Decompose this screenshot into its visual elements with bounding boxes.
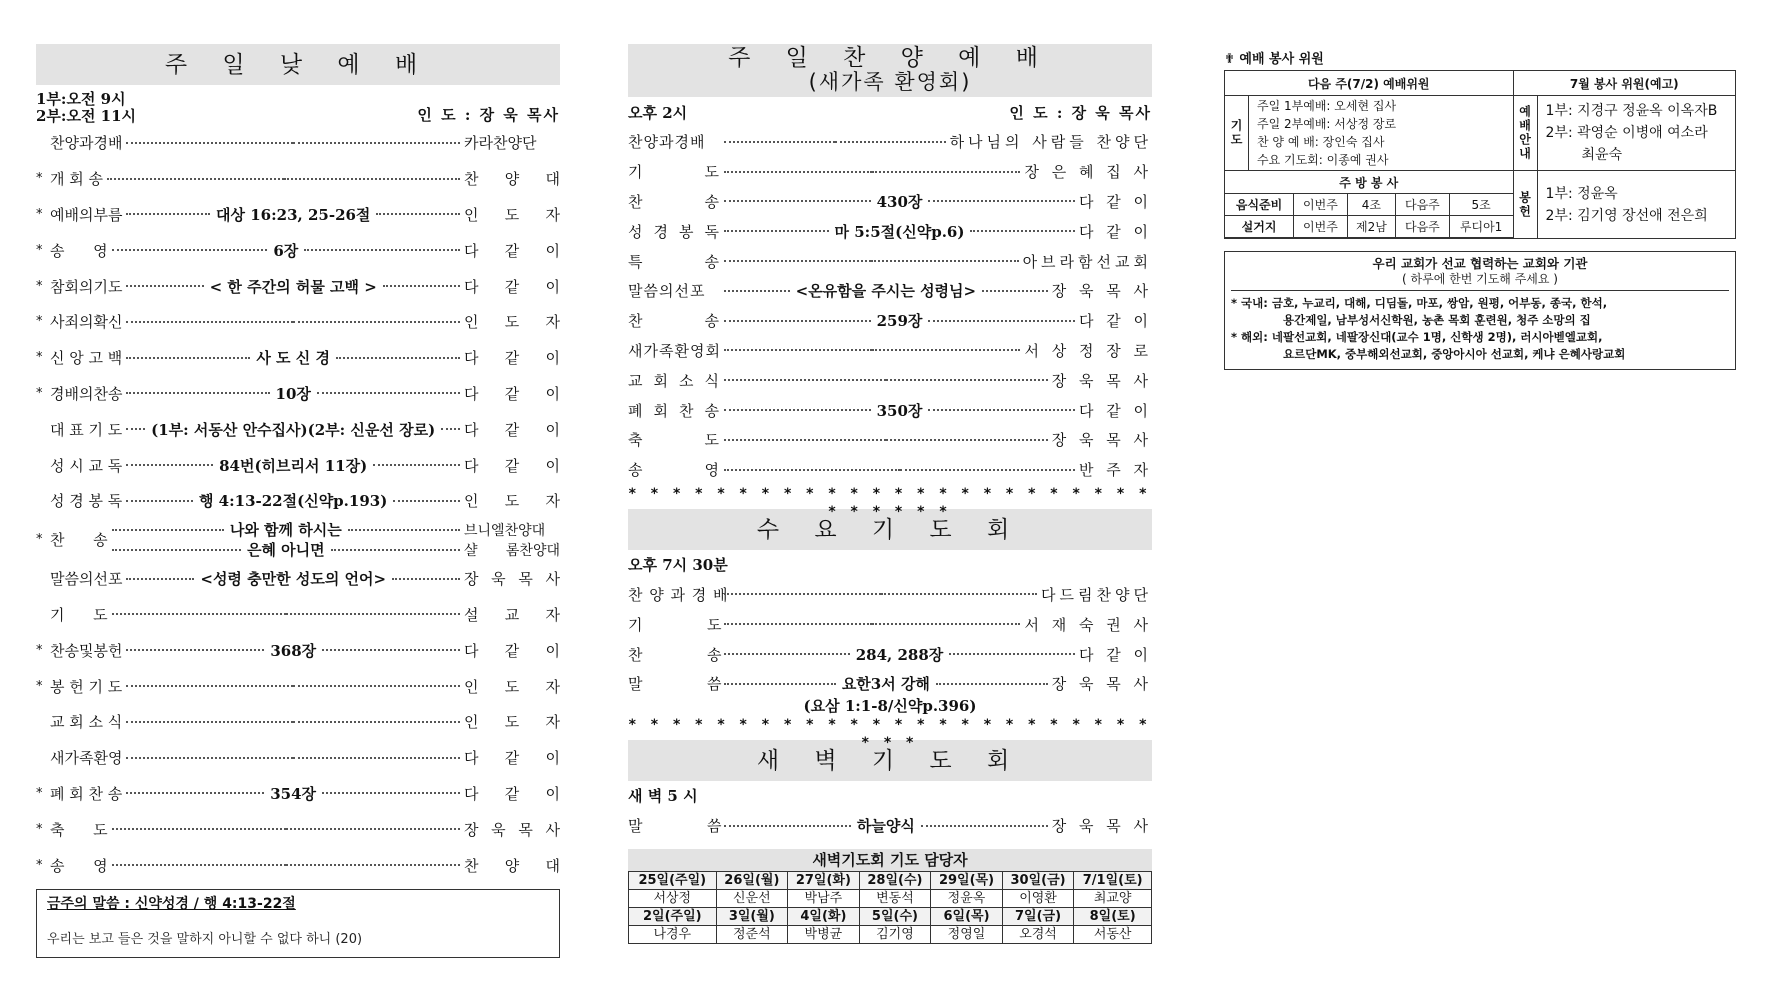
dawn-duty-table bbox=[628, 871, 1152, 944]
dot-leader bbox=[126, 204, 460, 225]
order-name: 봉 헌 기 도 bbox=[50, 677, 123, 696]
duty-name: 변동석 bbox=[859, 889, 931, 907]
sunday-order-list-2 bbox=[36, 561, 560, 883]
meal-prep-row bbox=[1225, 194, 1513, 216]
order-content: (1부: 서동산 안수집사)(2부: 신운선 장로) bbox=[151, 420, 436, 439]
dot-leader bbox=[126, 455, 460, 476]
order-leader: 다 같 이 bbox=[464, 277, 560, 296]
order-content: 대상 16:23, 25-26절 bbox=[216, 205, 371, 224]
order-name: 특 송 bbox=[628, 252, 720, 271]
order-name: 성 경 봉 독 bbox=[628, 222, 720, 241]
praise-service-header bbox=[628, 44, 1152, 97]
order-item bbox=[36, 197, 560, 233]
required-star: * bbox=[36, 821, 43, 837]
order-item bbox=[36, 561, 560, 597]
kitchen-cell: 설거지 bbox=[1225, 216, 1294, 238]
dawn-order-list bbox=[628, 811, 1152, 841]
dishwashing-row bbox=[1225, 216, 1513, 238]
dot-leader bbox=[112, 828, 460, 830]
offering-list: 1부: 정윤옥 2부: 김기영 장선애 전은희 bbox=[1537, 171, 1735, 239]
order-item bbox=[628, 639, 1152, 669]
kitchen-cell: 이번주 bbox=[1294, 216, 1348, 238]
order-content: 350장 bbox=[876, 401, 923, 420]
duty-day: 26일(월) bbox=[716, 871, 788, 889]
required-star: * bbox=[36, 642, 43, 658]
order-item bbox=[628, 187, 1152, 217]
duty-name: 김기영 bbox=[859, 925, 931, 943]
praise-order-list bbox=[628, 127, 1152, 485]
order-leader: 다 같 이 bbox=[1078, 192, 1152, 211]
order-name: 찬 송 bbox=[628, 645, 723, 664]
mission-title: 우리 교회가 선교 협력하는 교회와 기관 bbox=[1372, 256, 1588, 271]
dot-leader bbox=[724, 310, 1075, 331]
order-content: 284, 288장 bbox=[855, 645, 944, 664]
order-item bbox=[36, 704, 560, 740]
required-star: * bbox=[36, 314, 43, 330]
order-name: 찬 양 과 경 배 bbox=[628, 585, 729, 604]
order-leader: 인 도 자 bbox=[464, 677, 560, 696]
guide-list: 1부: 지경구 정윤옥 이옥자B 2부: 곽영순 이병애 여소라 최윤숙 bbox=[1537, 96, 1735, 171]
order-name: 기 도 bbox=[50, 605, 108, 624]
order-leader: 다 같 이 bbox=[464, 456, 560, 475]
order-name: 말 씀 bbox=[628, 675, 723, 694]
duty-name: 정영일 bbox=[931, 925, 1003, 943]
dot-leader bbox=[126, 568, 460, 589]
mission-subtitle: ( 하루에 한번 기도해 주세요 ) bbox=[1231, 272, 1729, 291]
required-star: * bbox=[36, 785, 43, 801]
order-item bbox=[628, 811, 1152, 841]
kitchen-header: 주 방 봉 사 bbox=[1225, 171, 1513, 194]
duty-name: 서동산 bbox=[1074, 925, 1152, 943]
order-leader: 반 주 자 bbox=[1078, 461, 1152, 480]
praise-service-subtitle: (새가족 환영회) bbox=[808, 70, 972, 94]
order-name: 기 도 bbox=[628, 163, 720, 182]
first-service-time: 1부:오전 9시 bbox=[36, 90, 126, 108]
duty-day: 8일(토) bbox=[1074, 907, 1152, 925]
order-content: 요한3서 강해 bbox=[841, 675, 930, 694]
praise-leader: 인 도 : 장 욱 목사 bbox=[1009, 103, 1152, 122]
order-name: 축 도 bbox=[50, 820, 108, 839]
order-content: 430장 bbox=[876, 192, 923, 211]
order-leader: 인 도 자 bbox=[464, 313, 560, 332]
order-name: 신 앙 고 백 bbox=[50, 349, 123, 368]
order-leader: 다 같 이 bbox=[1078, 222, 1152, 241]
mission-overseas: * 해외: 네팔선교회, 네팔장신대(교수 1명, 신학생 2명), 러시아벧엘교회, 요르단MK, 중부해외선교회, 중앙아시아 선교회, 케냐 은혜사랑교회 bbox=[1231, 330, 1626, 361]
week1-names-row bbox=[629, 889, 1152, 907]
mission-domestic: * 국내: 금호, 누교리, 대해, 디딤돌, 마포, 쌍암, 원평, 어부동, 종국, 한석, 용간제일, 남부성서신학원, 농촌 목회 훈련원, 청주 소망의 집 bbox=[1231, 296, 1608, 327]
order-leader: 설 교 자 bbox=[464, 605, 560, 624]
order-item bbox=[36, 304, 560, 340]
order-item bbox=[628, 127, 1152, 157]
volunteer-title: ✟ 예배 봉사 위원 bbox=[1224, 52, 1324, 67]
praise-service-title: 주 일 찬 양 예 배 bbox=[728, 45, 1052, 71]
duty-day: 28일(수) bbox=[859, 871, 931, 889]
order-item bbox=[36, 597, 560, 633]
kitchen-cell: 이번주 bbox=[1294, 194, 1348, 216]
volunteer-table bbox=[1224, 70, 1736, 239]
order-content: 행 4:13-22절(신약p.193) bbox=[198, 492, 388, 511]
order-leader: 다 같 이 bbox=[1078, 312, 1152, 331]
order-leader: 아브라함선교회 bbox=[1022, 252, 1152, 271]
choir-stack bbox=[108, 520, 560, 560]
order-item bbox=[628, 425, 1152, 455]
service-times bbox=[36, 91, 136, 125]
required-star: * bbox=[36, 532, 43, 548]
order-item bbox=[628, 580, 1152, 610]
order-leader: 장 욱 목 사 bbox=[1051, 817, 1152, 836]
dot-leader bbox=[724, 644, 1075, 665]
order-content: 마 5:5절(신약p.6) bbox=[834, 222, 965, 241]
order-leader: 하나님의 사람들 찬양단 bbox=[949, 133, 1152, 152]
duty-day: 7일(금) bbox=[1002, 907, 1074, 925]
order-item bbox=[36, 740, 560, 776]
dot-leader bbox=[126, 419, 460, 440]
order-content: <온유함을 주시는 성령님> bbox=[795, 282, 977, 301]
dot-leader bbox=[112, 864, 460, 866]
dot-leader bbox=[126, 383, 460, 404]
duty-name: 정윤옥 bbox=[931, 889, 1003, 907]
duty-day: 7/1일(토) bbox=[1074, 871, 1152, 889]
dot-leader bbox=[126, 321, 460, 323]
kitchen-cell: 제2남 bbox=[1347, 216, 1395, 238]
dot-leader bbox=[126, 640, 460, 661]
order-item bbox=[36, 632, 560, 668]
duty-name: 서상정 bbox=[629, 889, 717, 907]
dot-leader bbox=[724, 815, 1048, 836]
order-name: 대 표 기 도 bbox=[50, 420, 123, 439]
second-service-time: 2부:오전 11시 bbox=[36, 107, 137, 125]
order-leader: 다 같 이 bbox=[464, 420, 560, 439]
afternoon-column bbox=[628, 44, 1152, 944]
duty-name: 박병균 bbox=[788, 925, 860, 943]
order-leader: 서 재 숙 권 사 bbox=[1024, 615, 1152, 634]
praise-time: 오후 2시 bbox=[628, 103, 688, 122]
order-leader: 다 같 이 bbox=[464, 749, 560, 768]
duty-day: 27일(화) bbox=[788, 871, 860, 889]
praise-info bbox=[628, 97, 1152, 127]
kitchen-cell: 4조 bbox=[1347, 194, 1395, 216]
order-content: < 한 주간의 허물 고백 > bbox=[209, 277, 377, 296]
order-item bbox=[628, 609, 1152, 639]
required-star: * bbox=[36, 678, 43, 694]
sunday-info bbox=[36, 91, 560, 125]
week2-days-row bbox=[629, 907, 1152, 925]
order-item bbox=[36, 340, 560, 376]
next-week-header: 다음 주(7/2) 예배위원 bbox=[1225, 71, 1514, 96]
order-leader: 다 같 이 bbox=[464, 784, 560, 803]
order-name: 축 도 bbox=[628, 431, 720, 450]
order-leader: 장 욱 목 사 bbox=[464, 570, 560, 589]
prayer-list: 주일 1부예배: 오세현 집사 주일 2부예배: 서상정 장로 찬 양 예 배: 장인숙 집사 수요 기도회: 이종예 권사 bbox=[1249, 96, 1514, 171]
order-name: 경배의찬송 bbox=[50, 384, 123, 403]
weekly-verse-title: 금주의 말씀 : 신약성경 / 행 4:13-22절 bbox=[47, 895, 296, 912]
order-content: <성령 충만한 성도의 언어> bbox=[200, 570, 387, 589]
dot-leader bbox=[724, 469, 1075, 471]
dot-leader bbox=[724, 673, 1048, 694]
sunday-leader: 인 도 : 장 욱 목사 bbox=[417, 106, 560, 124]
order-name: 폐 회 찬 송 bbox=[628, 401, 720, 420]
order-leader: 장 욱 목 사 bbox=[464, 820, 560, 839]
dot-leader bbox=[724, 260, 1019, 262]
divider-stars: * * * * * * * * * * * * * * * * * * * * * * * * * * * bbox=[628, 716, 1152, 751]
wednesday-scripture-ref: (요삼 1:1-8/신약p.396) bbox=[803, 696, 977, 715]
duty-name: 최교양 bbox=[1074, 889, 1152, 907]
dawn-title: 새 벽 기 도 회 bbox=[628, 740, 1152, 781]
choir-anthem-line-2: 은혜 아니면 bbox=[246, 541, 325, 560]
order-name: 새가족환영 bbox=[50, 749, 123, 768]
order-name: 개 회 송 bbox=[50, 170, 104, 189]
dot-leader bbox=[724, 379, 1048, 381]
order-item bbox=[628, 365, 1152, 395]
required-star: * bbox=[36, 171, 43, 187]
order-name: 송 영 bbox=[50, 856, 108, 875]
duty-name: 오경석 bbox=[1002, 925, 1074, 943]
order-name: 말씀의선포 bbox=[50, 570, 123, 589]
order-name: 새가족환영회 bbox=[628, 341, 721, 360]
duty-name: 이영환 bbox=[1002, 889, 1074, 907]
kitchen-service bbox=[1225, 171, 1514, 239]
order-content: 259장 bbox=[876, 312, 923, 331]
mission-box bbox=[1224, 251, 1736, 370]
order-item bbox=[628, 157, 1152, 187]
order-leader: 장 욱 목 사 bbox=[1051, 431, 1152, 450]
kitchen-cell: 음식준비 bbox=[1225, 194, 1294, 216]
order-item bbox=[36, 811, 560, 847]
order-content: 84번(히브리서 11장) bbox=[219, 456, 368, 475]
order-name: 송 영 bbox=[628, 461, 720, 480]
order-item bbox=[36, 232, 560, 268]
choir-1: 브니엘찬양대 bbox=[464, 522, 546, 539]
week1-days-row bbox=[629, 871, 1152, 889]
order-item bbox=[36, 268, 560, 304]
required-star: * bbox=[36, 385, 43, 401]
dot-leader bbox=[112, 613, 460, 615]
order-name: 찬 송 bbox=[628, 312, 720, 331]
wednesday-time: 오후 7시 30분 bbox=[628, 555, 728, 574]
sunday-service-column bbox=[36, 44, 560, 958]
order-item bbox=[36, 776, 560, 812]
order-name: 찬양과경배 bbox=[50, 134, 123, 153]
dot-leader bbox=[724, 191, 1075, 212]
dawn-time: 새 벽 5 시 bbox=[628, 786, 698, 805]
order-leader: 카라찬양단 bbox=[464, 134, 537, 153]
dot-leader bbox=[724, 400, 1075, 421]
dot-leader bbox=[126, 685, 460, 687]
order-item bbox=[628, 336, 1152, 366]
duty-day: 4일(화) bbox=[788, 907, 860, 925]
order-item bbox=[36, 161, 560, 197]
order-name: 송 영 bbox=[50, 241, 108, 260]
sunday-service-title: 주 일 낮 예 배 bbox=[36, 44, 560, 85]
order-item bbox=[628, 276, 1152, 306]
order-item bbox=[36, 376, 560, 412]
order-name: 교 회 소 식 bbox=[628, 371, 720, 390]
order-name: 성 시 교 독 bbox=[50, 456, 123, 475]
choir-row-1 bbox=[108, 520, 560, 540]
kitchen-cell: 루디아1 bbox=[1449, 216, 1512, 238]
order-name: 말 씀 bbox=[628, 817, 723, 836]
order-content: 사 도 신 경 bbox=[256, 349, 330, 368]
duty-name: 신운선 bbox=[716, 889, 788, 907]
order-name: 찬 송 bbox=[628, 192, 720, 211]
order-name: 예배의부름 bbox=[50, 205, 123, 224]
order-item bbox=[628, 306, 1152, 336]
order-name: 찬송및봉헌 bbox=[50, 641, 123, 660]
dot-leader bbox=[724, 141, 946, 143]
order-item bbox=[628, 216, 1152, 246]
dot-leader bbox=[126, 721, 460, 723]
kitchen-cell: 다음주 bbox=[1396, 216, 1450, 238]
order-leader: 장 욱 목 사 bbox=[1051, 371, 1152, 390]
order-leader: 다 같 이 bbox=[1078, 401, 1152, 420]
dot-leader bbox=[107, 178, 460, 180]
order-content: 368장 bbox=[270, 641, 317, 660]
order-item bbox=[628, 395, 1152, 425]
duty-day: 30일(금) bbox=[1002, 871, 1074, 889]
choir-row-2 bbox=[108, 540, 560, 560]
required-star: * bbox=[36, 278, 43, 294]
order-name: 사죄의확신 bbox=[50, 313, 123, 332]
duty-day: 29일(목) bbox=[931, 871, 1003, 889]
order-name: 찬양과경배 bbox=[628, 133, 706, 152]
order-item bbox=[36, 668, 560, 704]
order-content: 10장 bbox=[275, 384, 311, 403]
dot-leader bbox=[126, 276, 460, 297]
kitchen-cell: 다음주 bbox=[1396, 194, 1450, 216]
order-leader: 서 상 정 장 로 bbox=[1024, 341, 1152, 360]
order-name: 참회의기도 bbox=[50, 277, 123, 296]
choir-2: 샬 롬찬양대 bbox=[464, 542, 560, 559]
offering-label: 봉헌 bbox=[1513, 171, 1537, 239]
duty-day: 2일(주일) bbox=[629, 907, 717, 925]
dot-leader bbox=[126, 757, 460, 759]
divider-stars: * * * * * * * * * * * * * * * * * * * * * * * * * * * * * * bbox=[628, 485, 1152, 520]
required-star: * bbox=[36, 242, 43, 258]
week2-names-row bbox=[629, 925, 1152, 943]
choir-anthem-line-1: 나와 함께 하시는 bbox=[229, 521, 342, 540]
order-name: 말씀의선포 bbox=[628, 282, 706, 301]
order-content: 하늘양식 bbox=[856, 817, 915, 836]
weekly-verse-text: 우리는 보고 들은 것을 말하지 아니할 수 없다 하니 (20) bbox=[47, 931, 363, 947]
order-leader: 찬 양 대 bbox=[464, 856, 560, 875]
duty-day: 5일(수) bbox=[859, 907, 931, 925]
order-item bbox=[36, 483, 560, 519]
duty-day: 25일(주일) bbox=[629, 871, 717, 889]
order-leader: 인 도 자 bbox=[464, 492, 560, 511]
order-leader: 인 도 자 bbox=[464, 713, 560, 732]
order-leader: 장 욱 목 사 bbox=[1051, 282, 1152, 301]
order-name: 교 회 소 식 bbox=[50, 713, 123, 732]
order-leader: 다 같 이 bbox=[464, 384, 560, 403]
guide-label: 예배안내 bbox=[1513, 96, 1537, 171]
duty-day: 6일(목) bbox=[931, 907, 1003, 925]
wednesday-order-list bbox=[628, 580, 1152, 699]
order-name: 성 경 봉 독 bbox=[50, 492, 123, 511]
order-leader: 다 같 이 bbox=[1078, 645, 1152, 664]
dot-leader bbox=[112, 240, 460, 261]
dot-leader bbox=[724, 171, 1020, 173]
dot-leader bbox=[126, 142, 460, 144]
order-content: 354장 bbox=[270, 784, 317, 803]
order-leader: 인 도 자 bbox=[464, 205, 560, 224]
required-star: * bbox=[36, 206, 43, 222]
dawn-duty-title: 새벽기도회 기도 담당자 bbox=[628, 849, 1152, 871]
order-leader: 장 은 혜 집 사 bbox=[1024, 163, 1152, 182]
order-item bbox=[36, 125, 560, 161]
duty-name: 정준석 bbox=[716, 925, 788, 943]
order-item bbox=[628, 246, 1152, 276]
weekly-verse-box bbox=[36, 889, 560, 958]
order-item bbox=[36, 847, 560, 883]
choir-item bbox=[36, 519, 560, 561]
dot-leader bbox=[724, 221, 1075, 242]
sunday-order-list bbox=[36, 125, 560, 519]
order-leader: 장 욱 목 사 bbox=[1051, 675, 1152, 694]
order-leader: 다 같 이 bbox=[464, 349, 560, 368]
order-name: 기 도 bbox=[628, 615, 723, 634]
dot-leader bbox=[724, 593, 1037, 595]
prayer-label: 기도 bbox=[1225, 96, 1249, 171]
duty-day: 3일(월) bbox=[716, 907, 788, 925]
order-item bbox=[36, 447, 560, 483]
order-content: 6장 bbox=[273, 241, 299, 260]
order-item bbox=[628, 455, 1152, 485]
order-name: 폐 회 찬 송 bbox=[50, 784, 123, 803]
wednesday-title: 수 요 기 도 회 bbox=[628, 509, 1152, 550]
order-name: 찬 송 bbox=[50, 531, 108, 550]
order-leader: 찬 양 대 bbox=[464, 170, 560, 189]
dot-leader bbox=[126, 490, 460, 511]
order-leader: 다드림찬양단 bbox=[1041, 585, 1152, 604]
required-star: * bbox=[36, 350, 43, 366]
duty-name: 박남주 bbox=[788, 889, 860, 907]
kitchen-cell: 5조 bbox=[1449, 194, 1512, 216]
volunteer-column bbox=[1224, 50, 1736, 370]
dot-leader bbox=[724, 349, 1020, 351]
order-leader: 다 같 이 bbox=[464, 641, 560, 660]
order-item bbox=[36, 411, 560, 447]
order-leader: 다 같 이 bbox=[464, 241, 560, 260]
dot-leader bbox=[724, 439, 1048, 441]
dot-leader bbox=[724, 623, 1020, 625]
month-header: 7월 봉사 위원(예고) bbox=[1513, 71, 1735, 96]
dot-leader bbox=[126, 347, 460, 368]
required-star: * bbox=[36, 857, 43, 873]
dot-leader bbox=[724, 280, 1048, 301]
dot-leader bbox=[126, 783, 460, 804]
duty-name: 나경우 bbox=[629, 925, 717, 943]
